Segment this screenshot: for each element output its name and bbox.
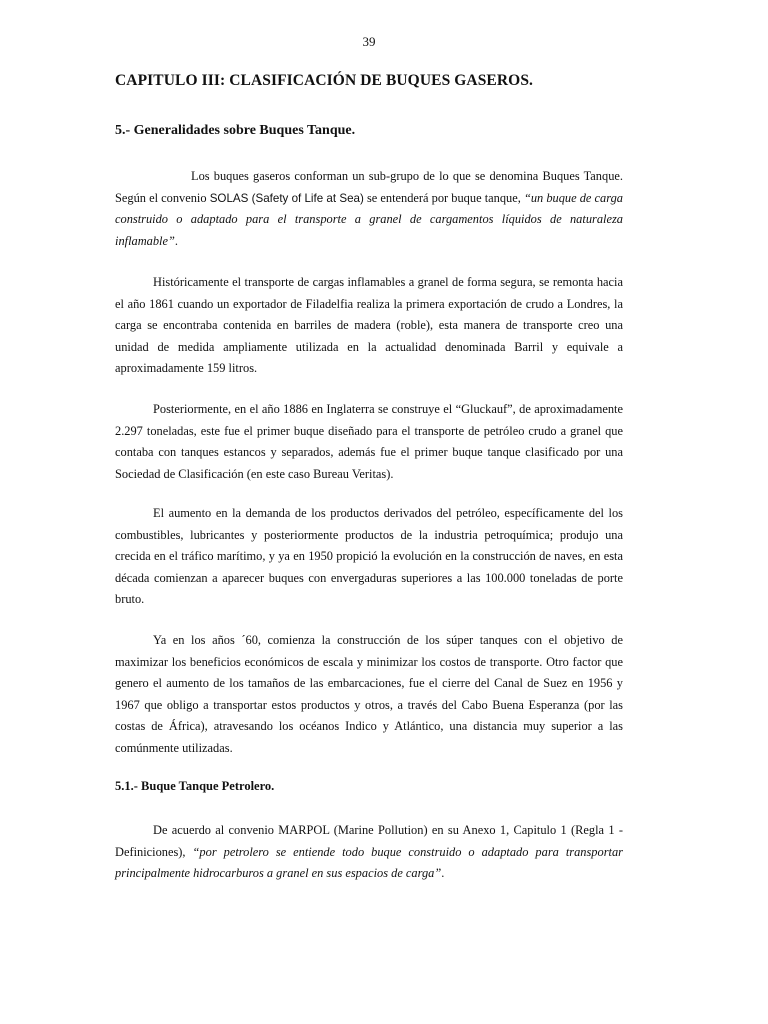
paragraph-6-text-1: De acuerdo al convenio MARPOL (Marine Pollution) en su Anexo 1, Capitulo 1 (Regla 1 - Definiciones), — [115, 823, 623, 859]
paragraph-2 — [115, 272, 623, 380]
paragraph-6 — [115, 820, 623, 885]
paragraph-2-text: Históricamente el transporte de cargas inflamables a granel de forma segura, se remonta hacia el año 1861 cuando un exportador de Filadelfia realiza la primera exportación de crudo a Londres, la carga se encontraba contenida en barriles de madera (roble), esta manera de transporte creo una unidad de medida ampliamente utilizada en la actualidad denominada Barril y equivale a aproximadamente 159 litros. — [115, 275, 623, 375]
paragraph-4 — [115, 503, 623, 611]
paragraph-4-text: El aumento en la demanda de los productos derivados del petróleo, específicamente del los combustibles, lubricantes y posteriormente productos de la industria petroquímica; produjo una crecida en el tráfico marítimo, y ya en 1950 propició la evolución en la construcción de naves, en esta década comienzan a aparecer buques con envergaduras superiores a las 100.000 toneladas de porte bruto. — [115, 506, 623, 606]
paragraph-1 — [115, 166, 623, 252]
page-number: 39 — [362, 34, 376, 49]
paragraph-1-text-2: se entenderá por buque tanque, — [363, 190, 524, 205]
section-title: 5.- Generalidades sobre Buques Tanque. — [115, 123, 356, 138]
paragraph-5-text: Ya en los años ´60, comienza la construcción de los súper tanques con el objetivo de maximizar los beneficios económicos de escala y minimizar los costos de transporte. Otro factor que genero el aumento de los tamaños de las embarcaciones, fue el cierre del Canal de Suez en 1956 y 1967 que obligo a transportar estos productos y otros, a través del Cabo Buena Esperanza (por las costas de África), atravesando los océanos Indico y Atlántico, una distancia muy superior a las comúnmente utilizadas. — [115, 633, 623, 755]
paragraph-1-text-1: Los buques gaseros conforman un sub-grupo de lo que se denomina Buques Tanque. Según el convenio — [115, 169, 623, 205]
paragraph-3-text: Posteriormente, en el año 1886 en Inglaterra se construye el “Gluckauf”, de aproximadamente 2.297 toneladas, este fue el primer buque diseñado para el transporte de petróleo crudo a granel que contaba con tanques estancos y separados, además fue el primer buque tanque clasificado por una Sociedad de Clasificación (en este caso Bureau Veritas). — [115, 402, 623, 481]
subsection-title: 5.1.- Buque Tanque Petrolero. — [115, 779, 275, 793]
paragraph-1-text-3: . — [174, 233, 178, 248]
chapter-title: CAPITULO III: CLASIFICACIÓN DE BUQUES GASEROS. — [115, 72, 534, 89]
paragraph-1-quote: “un buque de carga construido o adaptado para el transporte a granel de cargamentos líquidos de naturaleza inflamable” — [115, 190, 623, 248]
paragraph-1-solas: SOLAS (Safety of Life at Sea) — [209, 191, 364, 205]
paragraph-6-quote: “por petrolero se entiende todo buque construido o adaptado para transportar principalmente hidrocarburos a granel en sus espacios de carga” — [115, 844, 623, 880]
paragraph-3 — [115, 399, 623, 485]
paragraph-5 — [115, 630, 623, 759]
paragraph-6-text-2: . — [441, 866, 445, 880]
